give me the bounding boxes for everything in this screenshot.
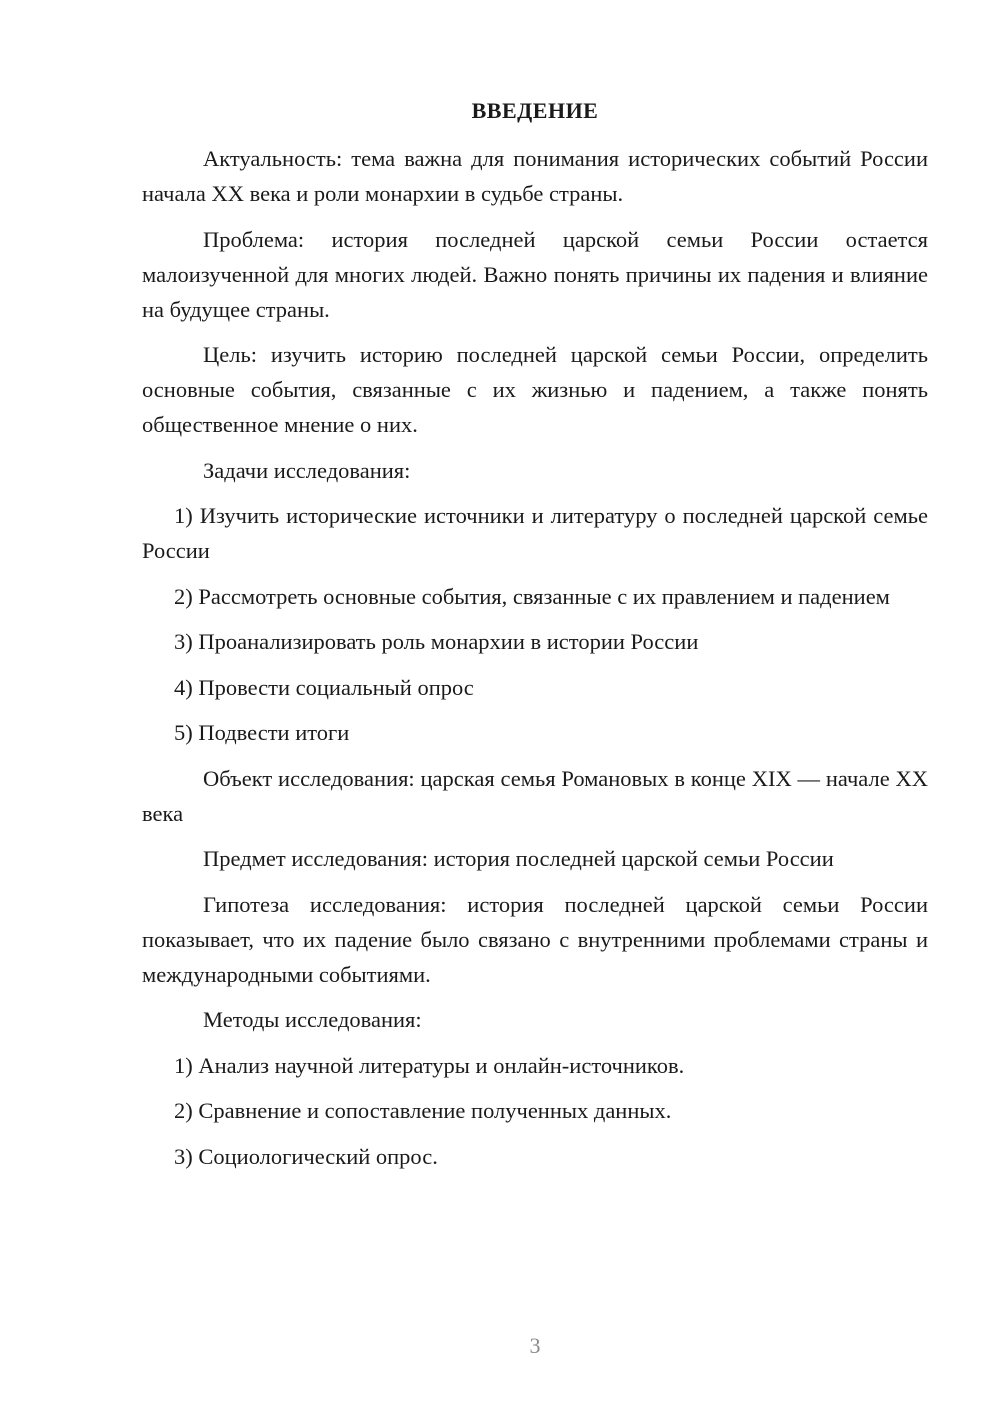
page-number: 3 <box>529 1333 541 1358</box>
methods-heading: Методы исследования: <box>203 1007 422 1032</box>
method-item: 2) Сравнение и сопоставление полученных данных. <box>174 1098 672 1123</box>
object-paragraph: Объект исследования: царская семья Романовых в конце XIX — начале XX века <box>142 765 928 826</box>
task-item: 5) Подвести итоги <box>174 720 350 745</box>
method-item: 1) Анализ научной литературы и онлайн-источников. <box>174 1052 685 1078</box>
document-body <box>142 141 928 1184</box>
relevance-paragraph: Актуальность: тема важна для понимания исторических событий России начала XX века и роли монархии в судьбе страны. <box>142 146 928 206</box>
tasks-heading: Задачи исследования: <box>203 457 411 483</box>
task-item: 3) Проанализировать роль монархии в истории России <box>174 629 699 654</box>
hypothesis-paragraph: Гипотеза исследования: история последней царской семьи России показывает, что их падение было связано с внутренними проблемами страны и международными событиями. <box>142 891 928 987</box>
document-page <box>142 0 928 1414</box>
task-item: 2) Рассмотреть основные события, связанные с их правлением и падением <box>174 583 890 609</box>
task-item: 4) Провести социальный опрос <box>174 674 474 700</box>
problem-paragraph: Проблема: история последней царской семьи России остается малоизученной для многих людей. Важно понять причины их падения и влияние на будущее страны. <box>142 226 928 322</box>
goal-paragraph: Цель: изучить историю последней царской семьи России, определить основные события, связанные с их жизнью и падением, а также понять общественное мнение о них. <box>142 342 928 437</box>
subject-paragraph: Предмет исследования: история последней царской семьи России <box>203 846 834 871</box>
task-item: 1) Изучить исторические источники и литературу о последней царской семье России <box>142 503 928 563</box>
method-item: 3) Социологический опрос. <box>174 1143 438 1169</box>
section-title: ВВЕДЕНИЕ <box>471 98 599 123</box>
